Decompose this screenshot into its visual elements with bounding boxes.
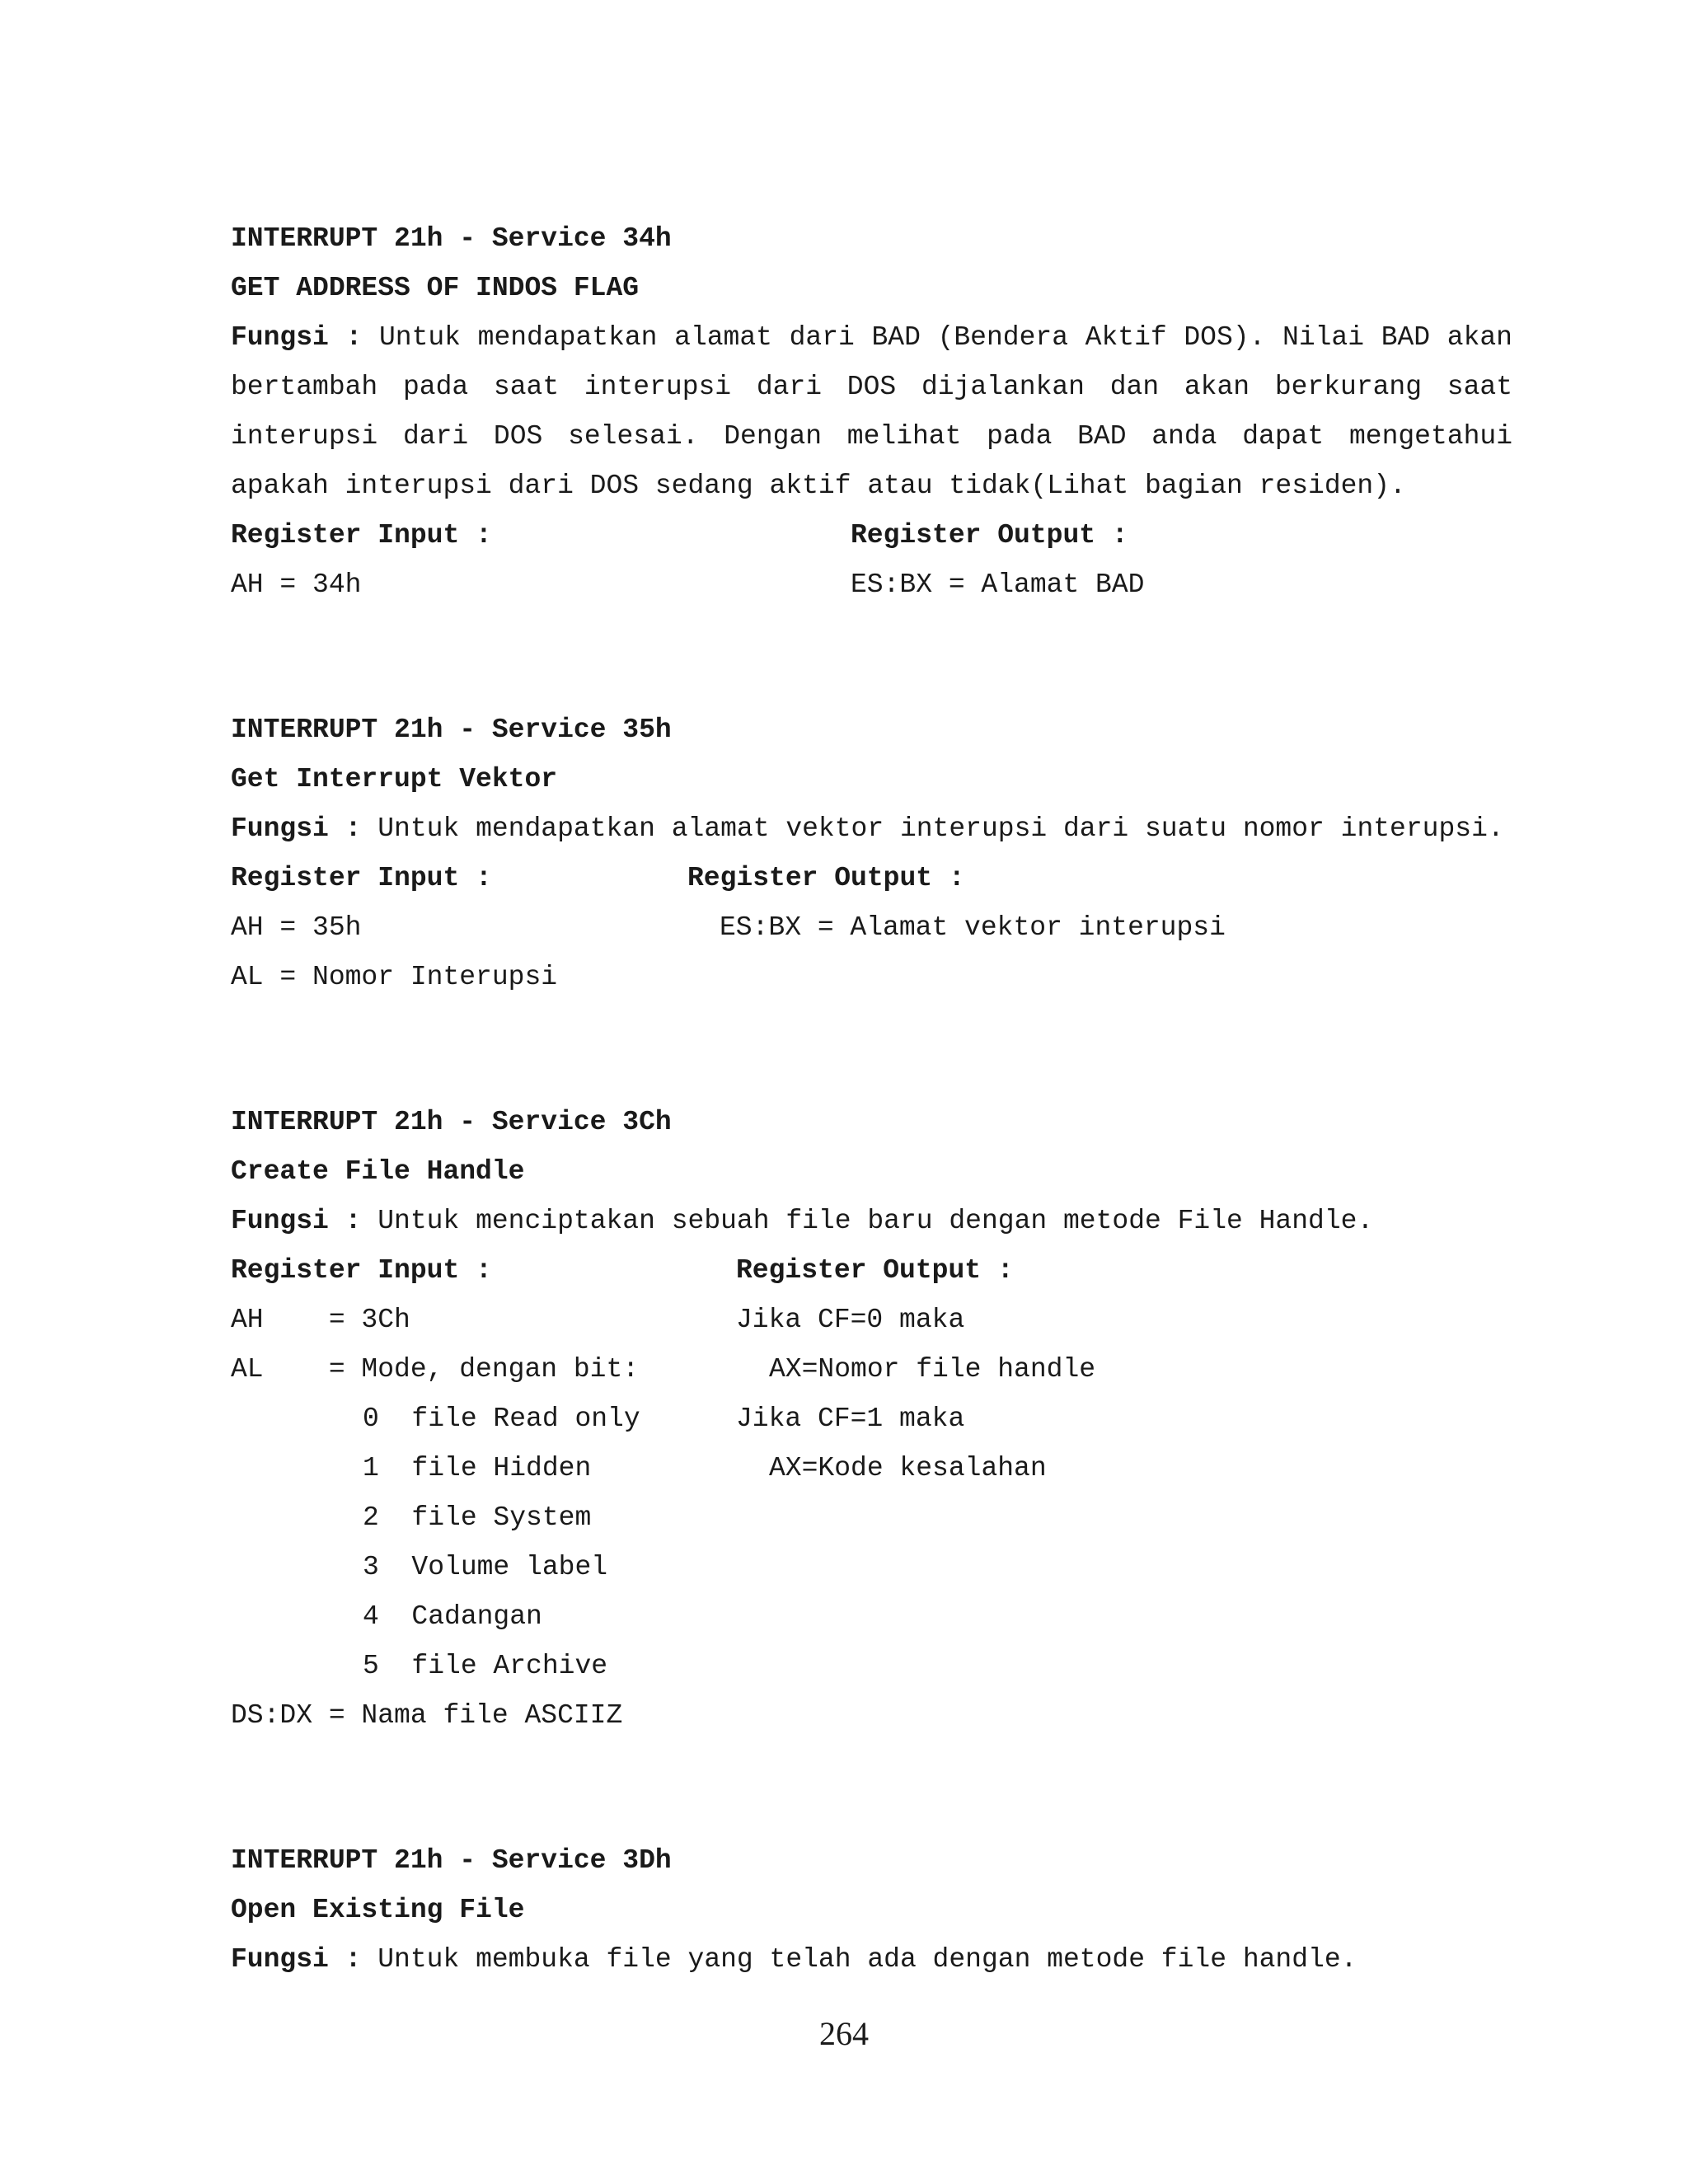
- mode-bit-item: 0 file Read only: [363, 1404, 640, 1434]
- fungsi-text: Untuk mendapatkan alamat dari BAD (Bendera Aktif DOS). Nilai BAD akan: [378, 322, 1512, 353]
- section-title: GET ADDRESS OF INDOS FLAG: [231, 273, 640, 303]
- mode-bit-item: 1 file Hidden: [363, 1453, 592, 1483]
- register-output-line: ES:BX = Alamat vektor interupsi: [720, 912, 1226, 943]
- register-output-label: Register Output :: [851, 520, 1128, 551]
- register-input-line: AL = Mode, dengan bit:: [231, 1354, 640, 1385]
- fungsi-line: [231, 813, 1504, 846]
- page-number: 264: [819, 2015, 869, 2052]
- section-title: Create File Handle: [231, 1156, 525, 1187]
- fungsi-line-3: interupsi dari DOS selesai. Dengan melihat pada BAD anda dapat mengetahui: [231, 421, 1512, 452]
- mode-bit-item: 5 file Archive: [363, 1651, 608, 1681]
- section-heading: INTERRUPT 21h - Service 34h: [231, 223, 672, 254]
- register-output-line: Jika CF=0 maka: [736, 1305, 965, 1335]
- section-heading: INTERRUPT 21h - Service 3Dh: [231, 1845, 672, 1876]
- register-input-label: Register Input :: [231, 1255, 492, 1286]
- fungsi-label: Fungsi :: [231, 322, 363, 353]
- fungsi-label: Fungsi :: [231, 1206, 362, 1236]
- mode-bit-item: 4 Cadangan: [363, 1601, 542, 1632]
- fungsi-text: Untuk mendapatkan alamat vektor interupsi dari suatu nomor interupsi.: [377, 813, 1504, 844]
- fungsi-line: [231, 1943, 1357, 1976]
- fungsi-label: Fungsi :: [231, 1944, 362, 1975]
- section-title: Open Existing File: [231, 1895, 525, 1925]
- section-title: Get Interrupt Vektor: [231, 764, 558, 794]
- register-output-line: AX=Kode kesalahan: [769, 1453, 1047, 1483]
- register-output-label: Register Output :: [687, 863, 965, 893]
- register-input-line: AH = 3Ch: [231, 1305, 410, 1335]
- fungsi-line: [231, 1205, 1373, 1238]
- mode-bit-item: 2 file System: [363, 1502, 592, 1533]
- register-output-label: Register Output :: [736, 1255, 1014, 1286]
- register-input-label: Register Input :: [231, 863, 492, 893]
- fungsi-text: Untuk menciptakan sebuah file baru dengan metode File Handle.: [377, 1206, 1374, 1236]
- register-input-label: Register Input :: [231, 520, 492, 551]
- register-output-line: AX=Nomor file handle: [769, 1354, 1096, 1385]
- register-input-line: AH = 35h: [231, 912, 362, 943]
- mode-bit-item: 3 Volume label: [363, 1552, 608, 1582]
- section-heading: INTERRUPT 21h - Service 3Ch: [231, 1107, 672, 1137]
- fungsi-line-1: [231, 321, 1512, 354]
- fungsi-line-4: apakah interupsi dari DOS sedang aktif atau tidak(Lihat bagian residen).: [231, 471, 1406, 501]
- fungsi-label: Fungsi :: [231, 813, 362, 844]
- register-input-line: AL = Nomor Interupsi: [231, 962, 558, 992]
- register-output-line: ES:BX = Alamat BAD: [851, 569, 1145, 600]
- fungsi-text: Untuk membuka file yang telah ada dengan metode file handle.: [377, 1944, 1357, 1975]
- fungsi-line-2: bertambah pada saat interupsi dari DOS dijalankan dan akan berkurang saat: [231, 372, 1512, 402]
- register-output-line: Jika CF=1 maka: [736, 1404, 965, 1434]
- register-input-line: DS:DX = Nama file ASCIIZ: [231, 1700, 623, 1731]
- section-heading: INTERRUPT 21h - Service 35h: [231, 715, 672, 745]
- register-input-line: AH = 34h: [231, 569, 362, 600]
